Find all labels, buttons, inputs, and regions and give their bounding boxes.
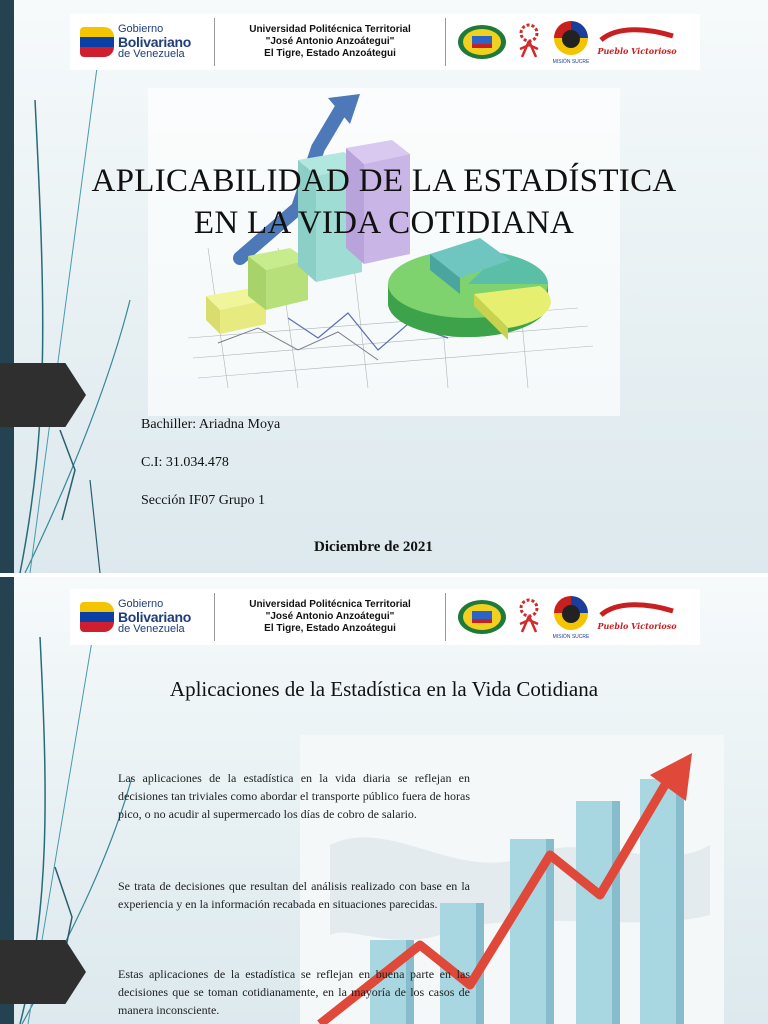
student-id: C.I: 31.034.478	[141, 455, 229, 470]
banner-divider	[214, 18, 215, 66]
sucre-caption: MISIÓN SUCRE	[552, 634, 590, 640]
title-line2: EN LA VIDA COTIDIANA	[193, 205, 575, 241]
header-banner	[70, 14, 700, 70]
uni-line3: El Tigre, Estado Anzoátegui	[264, 48, 396, 59]
gov-line3: de Venezuela	[118, 48, 185, 60]
section-info: Sección IF07 Grupo 1	[141, 493, 266, 508]
government-logo	[70, 589, 208, 645]
banner-divider	[445, 593, 446, 641]
decorative-lines	[0, 0, 140, 573]
banner-divider	[445, 18, 446, 66]
student-name: Bachiller: Ariadna Moya	[141, 417, 281, 432]
pueblo-victorioso-logo	[596, 14, 678, 70]
script-text: Pueblo Victorioso	[597, 621, 677, 631]
header-banner	[70, 589, 700, 645]
venezuela-flag-icon	[80, 27, 114, 57]
university-name	[221, 599, 439, 635]
anzoategui-emblem-icon	[452, 14, 512, 70]
uni-line2: "José Antonio Anzoátegui"	[265, 611, 395, 622]
uni-line2: "José Antonio Anzoátegui"	[265, 36, 395, 47]
script-text: Pueblo Victorioso	[597, 46, 677, 56]
pueblo-victorioso-logo	[596, 589, 678, 645]
statistics-illustration	[148, 88, 620, 416]
university-name	[221, 24, 439, 60]
paragraph-2: Se trata de decisiones que resultan del análisis realizado con base en la experiencia y en la información recabada en situaciones parecidas.	[118, 879, 470, 911]
gov-line2: Bolivariano	[118, 609, 191, 625]
slide-2	[0, 577, 768, 1024]
uni-line1: Universidad Politécnica Territorial	[249, 599, 411, 610]
banner-divider	[214, 593, 215, 641]
sucre-caption: MISIÓN SUCRE	[552, 59, 590, 65]
title-line1: APLICABILIDAD DE LA ESTADÍSTICA	[91, 163, 677, 199]
bar-4	[576, 801, 620, 1024]
government-logo	[70, 14, 208, 70]
education-logo-icon	[512, 589, 546, 645]
main-title	[0, 160, 768, 244]
presentation-date: Diciembre de 2021	[314, 539, 433, 555]
education-logo-icon	[512, 14, 546, 70]
mision-sucre-logo	[546, 589, 596, 645]
anzoategui-emblem-icon	[452, 589, 512, 645]
venezuela-flag-icon	[80, 602, 114, 632]
uni-line3: El Tigre, Estado Anzoátegui	[264, 623, 396, 634]
gov-line3: de Venezuela	[118, 623, 185, 635]
mision-sucre-logo	[546, 14, 596, 70]
gov-line2: Bolivariano	[118, 34, 191, 50]
gov-line1: Gobierno	[118, 23, 164, 35]
paragraph-3: Estas aplicaciones de la estadística se reflejan en buena parte en las decisiones que se toman cotidianamente, en la mayoría de los casos de manera inconsciente.	[118, 967, 470, 1017]
paragraph-1: Las aplicaciones de la estadística en la vida diaria se reflejan en decisiones tan triviales como abordar el transporte público fuera de horas pico, o no acudir al supermercado los días de cobro de salario.	[118, 771, 470, 821]
uni-line1: Universidad Politécnica Territorial	[249, 24, 411, 35]
gov-line1: Gobierno	[118, 598, 164, 610]
slide2-title: Aplicaciones de la Estadística en la Vida Cotidiana	[169, 677, 599, 701]
